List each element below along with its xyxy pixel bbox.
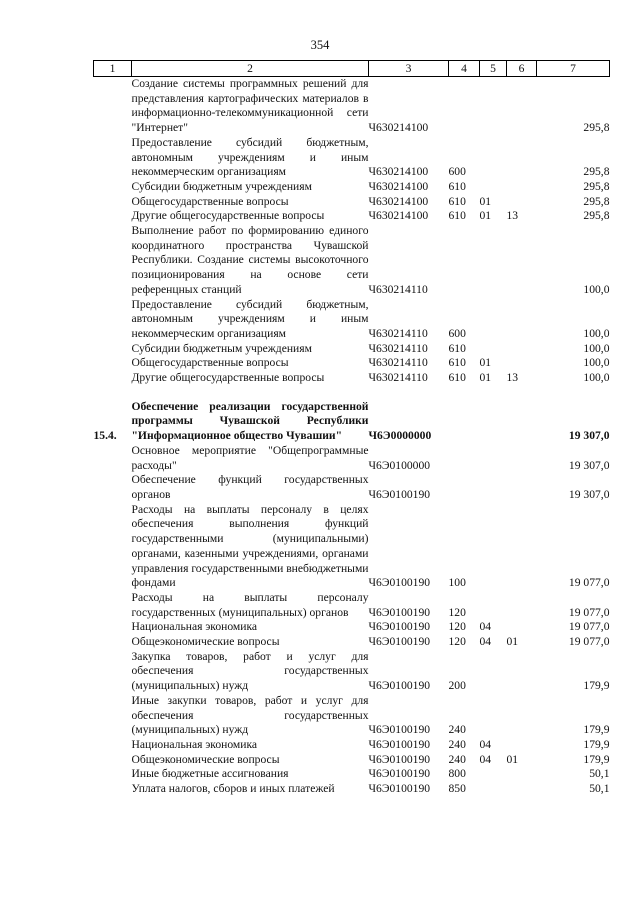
row-number [94, 782, 132, 797]
row-section [480, 77, 507, 136]
row-target-code: Ч630214110 [368, 341, 428, 355]
row-subsection [507, 782, 537, 797]
row-amount: 295,8 [583, 209, 610, 223]
row-expense-type [449, 386, 480, 444]
row-target-code: Ч630214100 [368, 179, 429, 193]
table-row [94, 620, 610, 635]
table-row [94, 503, 610, 591]
row-number [94, 444, 132, 473]
table-row [94, 767, 610, 782]
row-target-code: Ч6Э0100190 [368, 737, 431, 751]
row-target-code: Ч6Э0100190 [368, 487, 431, 501]
row-number [94, 753, 132, 768]
row-section [480, 386, 507, 444]
table-row [94, 195, 610, 210]
row-section [480, 342, 507, 357]
table-row [94, 591, 610, 620]
row-subsection [507, 195, 537, 210]
row-number [94, 591, 132, 620]
row-target-code: Ч630214110 [368, 282, 428, 296]
row-subsection [507, 694, 537, 738]
row-expense-type: 610 [448, 194, 466, 208]
row-amount: 100,0 [583, 326, 610, 340]
row-section [480, 136, 507, 180]
row-section: 01 [479, 194, 492, 208]
table-row [94, 635, 610, 650]
row-section: 01 [479, 371, 492, 385]
table-row [94, 298, 610, 342]
row-name: Предоставление субсидий бюджетным, автономным учреждениям и иным некоммерческим организациям [131, 135, 369, 179]
row-section [480, 224, 507, 298]
budget-table [93, 60, 610, 797]
row-expense-type: 240 [448, 737, 466, 751]
row-amount: 100,0 [583, 371, 610, 385]
row-number [94, 136, 132, 180]
row-amount: 19 307,0 [568, 429, 610, 443]
row-subsection: 13 [506, 209, 519, 223]
row-target-code: Ч630214100 [368, 209, 429, 223]
row-subsection [507, 767, 537, 782]
row-section [480, 298, 507, 342]
row-number [94, 650, 132, 694]
row-number [94, 473, 132, 502]
row-expense-type: 610 [448, 209, 466, 223]
row-section: 04 [479, 635, 492, 649]
row-amount: 19 077,0 [568, 576, 610, 590]
row-subsection [507, 298, 537, 342]
row-name: Общегосударственные вопросы [131, 356, 289, 370]
row-amount: 50,1 [589, 782, 610, 796]
row-section: 04 [479, 620, 492, 634]
row-section: 01 [479, 209, 492, 223]
table-row [94, 342, 610, 357]
page-number: 354 [310, 38, 330, 52]
row-subsection: 13 [506, 371, 519, 385]
row-section: 04 [479, 752, 492, 766]
row-name: Закупка товаров, работ и услуг для обеспечения государственных (муниципальных) нужд [131, 649, 369, 693]
row-name: Другие общегосударственные вопросы [131, 209, 325, 223]
row-subsection [507, 180, 537, 195]
table-row [94, 782, 610, 797]
row-subsection [507, 650, 537, 694]
row-expense-type: 610 [448, 179, 466, 193]
row-amount: 295,8 [583, 194, 610, 208]
row-expense-type: 800 [448, 767, 466, 781]
row-expense-type: 610 [448, 371, 466, 385]
row-name: Предоставление субсидий бюджетным, автономным учреждениям и иным некоммерческим организациям [131, 297, 369, 340]
row-amount: 295,8 [583, 165, 610, 179]
table-row [94, 738, 610, 753]
row-target-code: Ч6Э0100190 [368, 782, 431, 796]
row-section [480, 767, 507, 782]
row-amount: 100,0 [583, 282, 610, 296]
row-amount: 179,9 [583, 752, 610, 766]
row-number [94, 738, 132, 753]
column-header-1: 1 [94, 61, 132, 77]
row-section [480, 473, 507, 502]
table-row [94, 356, 610, 371]
table-row [94, 444, 610, 473]
row-name: Национальная экономика [131, 620, 258, 634]
row-number [94, 224, 132, 298]
row-name: Общеэкономические вопросы [131, 635, 280, 649]
table-row [94, 473, 610, 502]
header-row [94, 61, 610, 77]
row-subsection [507, 473, 537, 502]
table-row [94, 224, 610, 298]
row-number: 15.4. [93, 429, 117, 443]
row-expense-type: 610 [448, 341, 466, 355]
table-row [94, 753, 610, 768]
row-number [94, 767, 132, 782]
row-target-code: Ч6Э0100190 [368, 767, 431, 781]
row-name: Создание системы программных решений для представления картографических материалов в информационно-телекоммуникационной сети "Интернет" [131, 77, 369, 135]
row-name: Обеспечение реализации государственной программы Чувашской Республики "Информационное общество Чувашии" [131, 399, 369, 443]
row-target-code: Ч630214100 [368, 165, 429, 179]
table-row [94, 694, 610, 738]
row-target-code: Ч6Э0100190 [368, 635, 431, 649]
row-name: Другие общегосударственные вопросы [131, 371, 325, 385]
row-amount: 295,8 [583, 179, 610, 193]
row-target-code: Ч630214100 [368, 194, 429, 208]
row-section [480, 503, 507, 591]
row-subsection [507, 77, 537, 136]
row-target-code: Ч630214110 [368, 356, 428, 370]
row-amount: 50,1 [589, 767, 610, 781]
row-expense-type [449, 444, 480, 473]
row-section [480, 444, 507, 473]
row-number [94, 195, 132, 210]
row-expense-type: 610 [448, 356, 466, 370]
row-amount: 100,0 [583, 341, 610, 355]
row-target-code: Ч6Э0100190 [368, 605, 431, 619]
row-expense-type: 240 [448, 752, 466, 766]
row-expense-type: 120 [448, 605, 466, 619]
row-amount: 19 307,0 [568, 487, 610, 501]
row-subsection [507, 342, 537, 357]
row-subsection [507, 224, 537, 298]
column-header-7: 7 [537, 61, 610, 77]
row-amount: 19 077,0 [568, 620, 610, 634]
row-amount: 179,9 [583, 723, 610, 737]
row-name: Общеэкономические вопросы [131, 752, 280, 766]
row-target-code: Ч6Э0000000 [368, 429, 432, 443]
row-section [480, 694, 507, 738]
row-number [94, 77, 132, 136]
row-name: Субсидии бюджетным учреждениям [131, 179, 312, 193]
row-target-code: Ч630214110 [368, 371, 428, 385]
row-section [480, 591, 507, 620]
row-number [94, 298, 132, 342]
table-row [94, 371, 610, 386]
column-header-3: 3 [369, 61, 449, 77]
row-section [480, 650, 507, 694]
row-number [94, 694, 132, 738]
row-number [94, 180, 132, 195]
row-expense-type: 200 [448, 679, 466, 693]
row-subsection [507, 136, 537, 180]
row-expense-type [449, 473, 480, 502]
row-section: 01 [479, 356, 492, 370]
row-amount: 19 077,0 [568, 635, 610, 649]
row-subsection [507, 503, 537, 591]
row-name: Субсидии бюджетным учреждениям [131, 341, 312, 355]
row-number [94, 356, 132, 371]
row-number [94, 209, 132, 224]
table-row [94, 386, 610, 444]
row-expense-type: 120 [448, 635, 466, 649]
row-amount: 19 077,0 [568, 605, 610, 619]
row-target-code: Ч6Э0100000 [368, 458, 431, 472]
row-amount: 100,0 [583, 356, 610, 370]
row-subsection [507, 620, 537, 635]
table-row [94, 180, 610, 195]
row-expense-type: 240 [448, 723, 466, 737]
table-row [94, 209, 610, 224]
row-subsection: 01 [506, 752, 519, 766]
column-header-4: 4 [449, 61, 480, 77]
row-name: Иные закупки товаров, работ и услуг для обеспечения государственных (муниципальных) нужд [131, 693, 369, 737]
row-target-code: Ч6Э0100190 [368, 723, 431, 737]
row-target-code: Ч6Э0100190 [368, 620, 431, 634]
row-subsection: 01 [506, 635, 519, 649]
row-expense-type [449, 224, 480, 298]
row-target-code: Ч6Э0100190 [368, 752, 431, 766]
row-target-code: Ч630214110 [368, 326, 428, 340]
table-header [94, 61, 610, 77]
row-amount: 179,9 [583, 737, 610, 751]
row-subsection [507, 738, 537, 753]
row-name: Национальная экономика [131, 737, 258, 751]
row-number [94, 371, 132, 386]
row-name: Обеспечение функций государственных органов [131, 473, 369, 501]
row-section: 04 [479, 737, 492, 751]
row-subsection [507, 356, 537, 371]
row-expense-type: 600 [448, 165, 466, 179]
row-target-code: Ч630214100 [368, 121, 429, 135]
row-target-code: Ч6Э0100190 [368, 576, 431, 590]
row-name: Расходы на выплаты персоналу в целях обеспечения выполнения функций государственными (муниципальными) органами, казенными учреждениями, органами управления государственными внебюджетными фондами [131, 502, 369, 590]
table-row [94, 136, 610, 180]
row-target-code: Ч6Э0100190 [368, 679, 431, 693]
row-expense-type: 850 [448, 782, 466, 796]
row-name: Иные бюджетные ассигнования [131, 767, 289, 781]
row-amount: 179,9 [583, 679, 610, 693]
column-header-6: 6 [507, 61, 537, 77]
row-number [94, 635, 132, 650]
row-subsection [507, 386, 537, 444]
row-name: Основное мероприятие "Общепрограммные расходы" [131, 443, 369, 472]
table-row [94, 77, 610, 136]
row-name: Уплата налогов, сборов и иных платежей [131, 782, 335, 796]
row-number [94, 620, 132, 635]
row-name: Выполнение работ по формированию единого координатного пространства Чувашской Республики. Создание системы высокоточного позиционирования на основе сети референцных станций [131, 224, 369, 296]
table-row [94, 650, 610, 694]
row-number [94, 503, 132, 591]
row-subsection [507, 444, 537, 473]
row-amount: 295,8 [583, 121, 610, 135]
table-body [94, 77, 610, 797]
column-header-2: 2 [132, 61, 369, 77]
row-expense-type: 120 [448, 620, 466, 634]
row-amount: 19 307,0 [568, 458, 610, 472]
row-section [480, 180, 507, 195]
row-expense-type: 100 [448, 576, 466, 590]
row-name: Расходы на выплаты персоналу государственных (муниципальных) органов [131, 590, 369, 619]
row-expense-type [449, 77, 480, 136]
row-expense-type: 600 [448, 326, 466, 340]
row-number [94, 342, 132, 357]
row-name: Общегосударственные вопросы [131, 194, 289, 208]
row-section [480, 782, 507, 797]
row-subsection [507, 591, 537, 620]
column-header-5: 5 [480, 61, 507, 77]
